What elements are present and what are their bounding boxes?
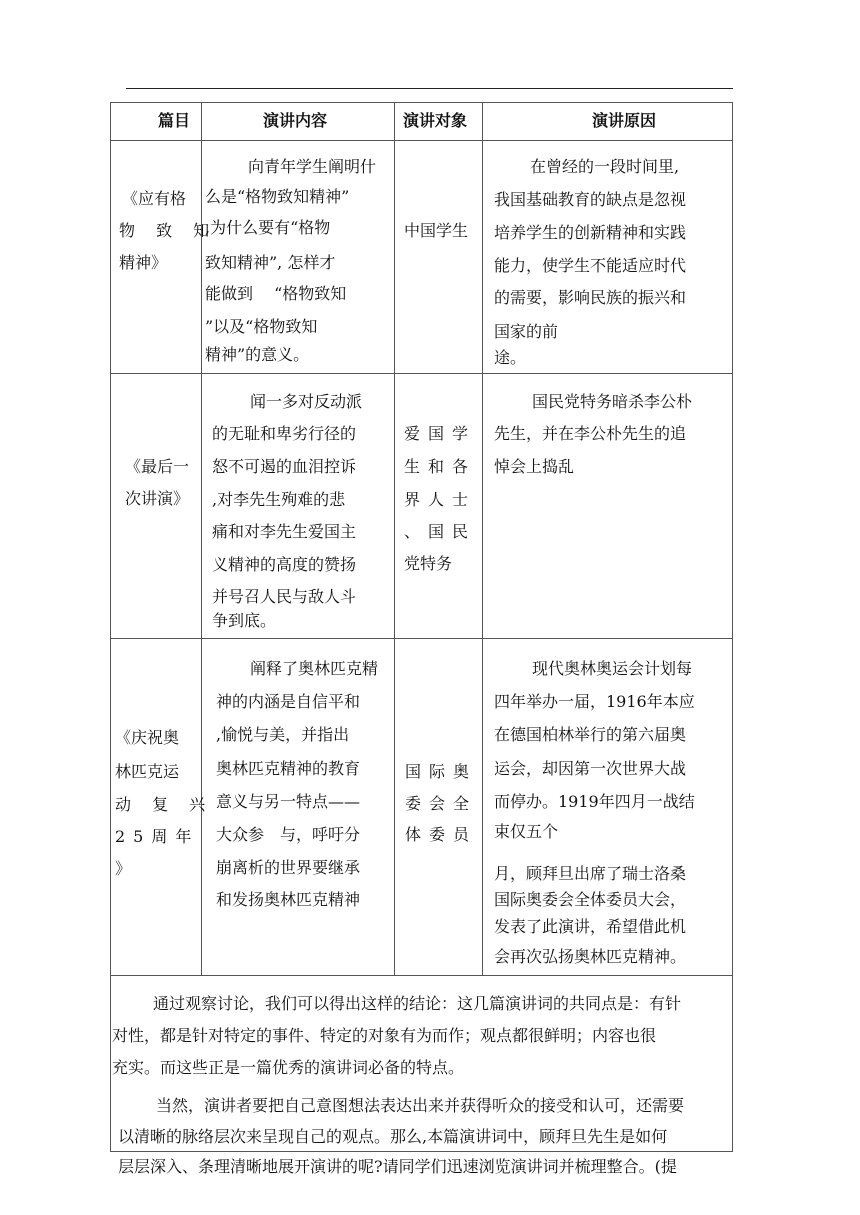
row-reason-line: 现代奥林奥运会计划每	[532, 659, 693, 678]
row-title-line: 精神》	[119, 253, 168, 272]
paragraph-line: 充实。而这些正是一篇优秀的演讲词必备的特点。	[112, 1058, 465, 1077]
row-title-line: 动 复 兴	[115, 795, 214, 814]
row-title-line: 《庆祝奥	[115, 728, 180, 747]
row-content-line: 争到底。	[212, 611, 277, 630]
row-content-line: 大众参 与，呼吁分	[216, 825, 361, 844]
row-audience-line: 界人士	[404, 490, 477, 509]
row-reason-line: 发表了此演讲，希望借此机	[494, 917, 687, 936]
row-reason-line: 培养学生的创新精神和实践	[494, 223, 687, 242]
row-content-line: 闻一多对反动派	[250, 392, 363, 411]
row-title-line: 林匹克运	[115, 762, 180, 781]
row-content-line: ,愉悦与美，并指出	[216, 725, 350, 744]
row-reason-line: 在德国柏林举行的第六届奥	[494, 725, 687, 744]
row-audience-line: 生和各	[404, 457, 477, 476]
paragraph-line: 层层深入、条理清晰地展开演讲的呢?请同学们迅速浏览演讲词并梳理整合。(提	[118, 1157, 677, 1176]
row-reason-line: 而停办。1919年四月一战结	[494, 792, 695, 811]
row-content-line: 痛和对李先生爱国主	[212, 522, 357, 541]
row-divider	[110, 140, 733, 141]
paragraph-line: 以清晰的脉络层次来呈现自己的观点。那么,本篇演讲词中，顾拜旦先生是如何	[118, 1127, 668, 1146]
row-title-line: 》	[115, 859, 132, 878]
row-reason-line: 先生，并在李公朴先生的追	[494, 424, 687, 443]
row-audience-line: 党特务	[404, 554, 453, 573]
row-title-line: 物 致 知	[119, 221, 218, 240]
row-content-line: 精神”的意义。	[205, 345, 310, 364]
row-content-line: 向青年学生阐明什	[248, 157, 377, 176]
row-reason-line: 月，顾拜旦出席了瑞士洛桑	[494, 864, 687, 883]
row-content-line: ,为什么要有“格物	[205, 218, 331, 237]
row-audience-line: 国际奥	[405, 762, 478, 781]
row-audience-line: 、国民	[404, 522, 477, 541]
row-reason-line: 国民党特务暗杀李公朴	[532, 392, 693, 411]
header-reason: 演讲原因	[592, 111, 657, 130]
paragraph-line: 对性，都是针对特定的事件、特定的对象有为而作；观点都很鲜明；内容也很	[112, 1026, 657, 1045]
row-content-line: ”以及“格物致知	[205, 317, 318, 336]
row-reason-line: 国际奥委会全体委员大会，	[494, 890, 687, 909]
row-content-line: 并号召人民与敌人斗	[212, 587, 357, 606]
header-title: 篇目	[158, 111, 191, 130]
row-content-line: 和发扬奥林匹克精神	[216, 890, 361, 909]
row-divider	[110, 373, 733, 374]
row-reason-line: 的需要，影响民族的振兴和	[494, 288, 687, 307]
row-content-line: 的无耻和卑劣行径的	[212, 424, 357, 443]
header-rule	[126, 88, 733, 89]
row-title-line: 《应有格	[122, 189, 187, 208]
col-divider	[482, 102, 483, 975]
paragraph-line: 当然，演讲者要把自己意图想法表达出来并获得听众的接受和认可，还需要	[156, 1096, 685, 1115]
row-reason-line: 会再次弘扬奥林匹克精神。	[494, 947, 687, 966]
row-content-line: 怒不可遏的血泪控诉	[212, 457, 357, 476]
row-title-line: 次讲演》	[125, 489, 190, 508]
row-content-line: 致知精神”, 怎样才	[205, 253, 336, 272]
row-content-line: 么是“格物致知精神”	[205, 187, 350, 206]
row-reason-line: 悼会上捣乱	[494, 457, 575, 476]
row-content-line: 义精神的高度的赞扬	[212, 555, 357, 574]
row-divider	[110, 975, 733, 976]
row-content-line: 奥林匹克精神的教育	[216, 759, 361, 778]
row-content-line: 神的内涵是自信平和	[216, 692, 361, 711]
col-divider	[394, 102, 395, 975]
paragraph-line: 通过观察讨论，我们可以得出这样的结论：这几篇演讲词的共同点是：有针	[153, 994, 682, 1013]
header-audience: 演讲对象	[403, 111, 468, 130]
row-reason-line: 能力，使学生不能适应时代	[494, 256, 687, 275]
row-title-line: 25周年	[115, 827, 200, 846]
row-reason-line: 运会，却因第一次世界大战	[494, 759, 687, 778]
row-content-line: 阐释了奥林匹克精	[250, 659, 379, 678]
row-divider	[110, 638, 733, 639]
header-content: 演讲内容	[263, 111, 328, 130]
row-audience-line: 爱国学	[404, 424, 477, 443]
row-reason-line: 我国基础教育的缺点是忽视	[494, 190, 687, 209]
row-content-line: 意义与另一特点——	[216, 792, 361, 811]
row-content-line: 能做到 “格物致知	[205, 284, 347, 303]
row-reason-line: 束仅五个	[494, 822, 559, 841]
row-audience-line: 体委员	[405, 825, 478, 844]
row-reason-line: 国家的前	[494, 322, 559, 341]
row-content-line: ,对李先生殉难的悲	[212, 490, 346, 509]
row-audience-line: 委会全	[405, 794, 478, 813]
row-reason-line: 四年举办一届，1916年本应	[494, 692, 695, 711]
row-reason-line: 途。	[494, 348, 527, 367]
row-title-line: 《最后一	[125, 457, 190, 476]
row-audience-line: 中国学生	[404, 221, 469, 240]
row-content-line: 崩离析的世界要继承	[216, 858, 361, 877]
row-reason-line: 在曾经的一段时间里,	[530, 157, 680, 176]
